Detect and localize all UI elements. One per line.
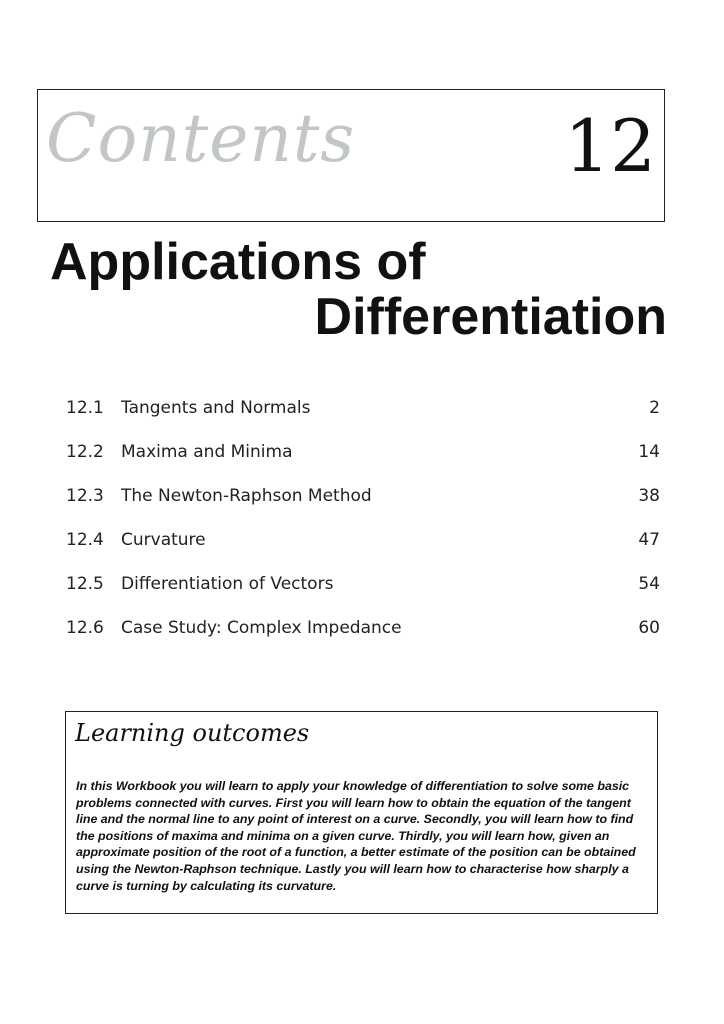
toc-item-number: 12.2 (66, 442, 104, 462)
contents-banner (37, 89, 665, 222)
toc-item-number: 12.3 (66, 486, 104, 506)
toc-item-title: Tangents and Normals (121, 398, 311, 418)
toc-item-number: 12.4 (66, 530, 104, 550)
toc-item-title: Case Study: Complex Impedance (121, 618, 402, 638)
toc-item-page: 47 (638, 530, 660, 550)
toc-item[interactable] (66, 482, 660, 526)
chapter-number: 12 (564, 104, 656, 188)
toc-item-title: Maxima and Minima (121, 442, 293, 462)
table-of-contents (66, 394, 660, 658)
page-title-line-2: Differentiation (314, 288, 667, 346)
toc-item-number: 12.5 (66, 574, 104, 594)
toc-item-page: 14 (638, 442, 660, 462)
learning-outcomes-box (65, 711, 658, 914)
toc-item[interactable] (66, 526, 660, 570)
toc-item-page: 60 (638, 618, 660, 638)
toc-item-title: Curvature (121, 530, 206, 550)
toc-item-page: 54 (638, 574, 660, 594)
toc-item-number: 12.6 (66, 618, 104, 638)
toc-item-page: 2 (649, 398, 660, 418)
toc-item[interactable] (66, 438, 660, 482)
toc-item-title: Differentiation of Vectors (121, 574, 334, 594)
page-title-line-1: Applications of (50, 233, 426, 291)
toc-item[interactable] (66, 570, 660, 614)
learning-outcomes-text: In this Workbook you will learn to apply your knowledge of differentiation to solve some basic problems connected with curves. First you will learn how to obtain the equation of the tangent line and the normal line to any point of interest on a curve. Secondly, you will learn how to find the positions of maxima and minima on a given curve. Thirdly, you will learn how, given an approximate position of the root of a function, a better estimate of the position can be obtained using the Newton-Raphson technique. Lastly you will learn how to characterise how sharply a curve is turning by calculating its curvature. (76, 779, 636, 893)
toc-item[interactable] (66, 614, 660, 658)
toc-item-title: The Newton-Raphson Method (121, 486, 372, 506)
toc-item-number: 12.1 (66, 398, 104, 418)
contents-word: Contents (46, 100, 356, 177)
toc-item[interactable] (66, 394, 660, 438)
learning-outcomes-heading: Learning outcomes (75, 719, 310, 747)
toc-item-page: 38 (638, 486, 660, 506)
